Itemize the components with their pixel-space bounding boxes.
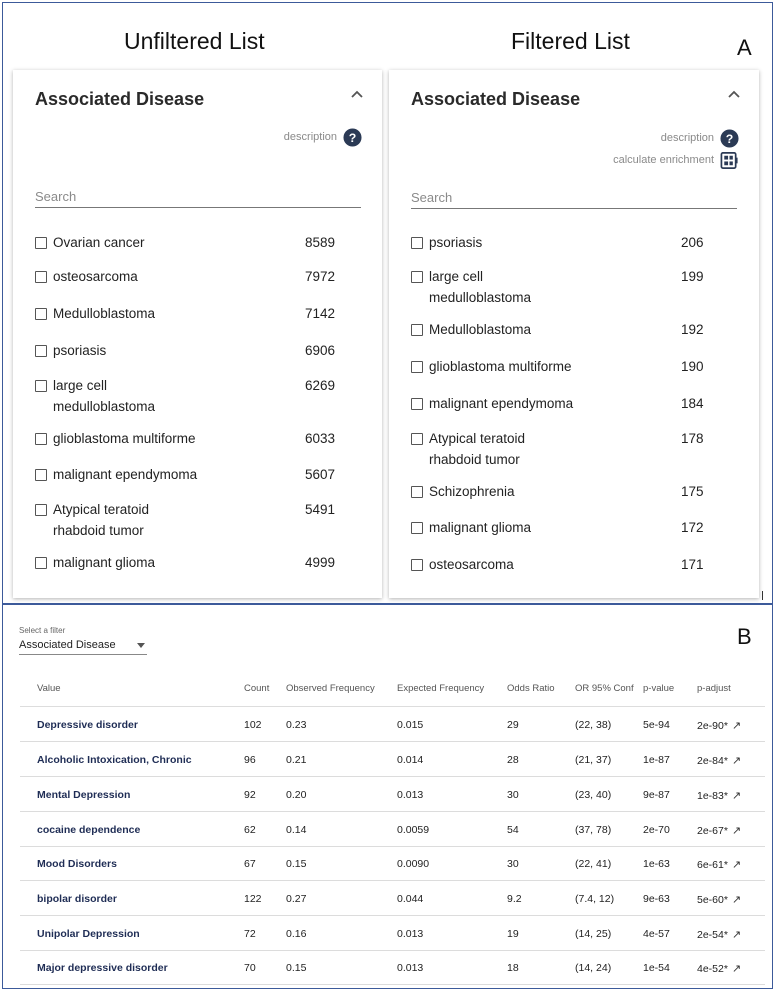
table-cell [697,789,741,802]
column-header[interactable]: Count [244,683,270,694]
external-link-icon[interactable]: ↗ [731,825,742,837]
cell-text: 0.21 [286,754,307,766]
table-cell [507,858,519,870]
checkbox[interactable] [35,271,47,283]
cell-text: 92 [244,789,256,801]
description-label: description [660,132,714,144]
list-item-label: Ovarian cancer [53,235,145,250]
list-item-count: 4999 [305,555,336,570]
external-link-icon[interactable]: ↗ [731,963,742,975]
checkbox[interactable] [411,522,423,534]
description-label: description [283,131,337,143]
cell-text: 122 [244,893,262,905]
cell-text: 0.15 [286,858,307,870]
list-item-label: malignant ependymoma [53,467,198,482]
cell-text: 0.013 [397,789,424,801]
list-item-label: large cell medulloblastoma [429,269,532,305]
table-cell [507,893,522,905]
cell-text: 72 [244,928,256,940]
table-cell [397,754,423,766]
checkbox[interactable] [35,557,47,569]
cell-text: (23, 40) [575,789,612,801]
table-cell [697,858,741,871]
cell-text: 1e-87 [643,754,670,766]
cell-text: 4e-52* [697,963,728,975]
checkbox[interactable] [35,469,47,481]
table-cell [507,824,519,836]
checkbox[interactable] [35,345,47,357]
cell-text: 0.15 [286,962,307,974]
cell-text: 62 [244,824,256,836]
enrichment-label: calculate enrichment [613,154,714,166]
table-cell [697,962,741,975]
table-cell [507,962,519,974]
filter-select-value: Associated Disease [19,639,116,651]
table-cell [643,928,670,940]
cell-text: 2e-90* [697,720,728,732]
search-input[interactable] [35,185,361,208]
help-icon[interactable] [720,129,739,148]
list-item-label: glioblastoma multiforme [53,431,196,446]
list-item-label: Medulloblastoma [53,306,156,321]
calculator-icon[interactable] [720,151,739,170]
list-item-label: Medulloblastoma [429,322,532,337]
table-cell [244,893,262,905]
list-item-label: malignant glioma [53,555,156,570]
disease-name[interactable] [37,858,117,870]
list-item-label: Atypical teratoid rhabdoid tumor [429,431,526,467]
card-title: Associated Disease [35,89,205,109]
cell-text: 0.16 [286,928,307,940]
list-item-label: malignant glioma [429,520,532,535]
card-title: Associated Disease [411,89,581,109]
cell-text: 0.0059 [397,824,430,836]
table-cell [286,928,306,940]
checkbox[interactable] [411,486,423,498]
list-item-count: 5607 [305,467,336,482]
cell-text: 0.044 [397,893,424,905]
external-link-icon[interactable]: ↗ [731,790,742,802]
checkbox[interactable] [411,237,423,249]
table-row[interactable] [20,777,765,812]
panel-b-label: B [737,624,752,649]
disease-name[interactable] [37,754,192,766]
list-item-label: psoriasis [53,343,107,358]
cell-text: 18 [507,962,519,974]
table-cell [244,858,256,870]
table-row[interactable] [20,707,765,742]
cell-text: 0.013 [397,962,424,974]
cell-text: Mental Depression [37,789,131,801]
cell-text: 0.0090 [397,858,430,870]
checkbox[interactable] [35,237,47,249]
cell-text: 96 [244,754,256,766]
column-header[interactable]: OR 95% Conf [575,683,634,694]
cell-text: 5e-94 [643,719,670,731]
external-link-icon[interactable]: ↗ [731,720,742,732]
disease-name[interactable] [37,928,140,940]
table-cell [575,789,611,801]
cell-text: 0.013 [397,928,424,940]
cell-text: (14, 24) [575,962,612,974]
cell-text: 29 [507,719,519,731]
cell-text: 2e-84* [697,755,728,767]
list-item-label: osteosarcoma [429,557,514,572]
table-cell [575,893,614,905]
disease-name[interactable] [37,893,117,905]
table-header [20,676,765,707]
list-item-label: Atypical teratoid rhabdoid tumor [53,502,150,538]
cell-text: 5e-60* [697,894,728,906]
table-cell [697,754,741,767]
list-item-label: Schizophrenia [429,484,515,499]
cell-text: 2e-70 [643,824,670,836]
help-icon[interactable] [343,128,362,147]
panel-a-label: A [737,35,752,60]
table-cell [697,719,741,732]
description-link[interactable] [661,127,739,149]
table-cell [507,928,519,940]
cell-text: 0.015 [397,719,424,731]
list-item-count: 178 [681,431,704,446]
cell-text: 0.14 [286,824,307,836]
cell-text: 2e-54* [697,929,728,941]
list-item-label: malignant ependymoma [429,396,574,411]
filtered-heading: Filtered List [511,28,630,54]
table-cell [575,754,611,766]
list-item-count: 175 [681,484,704,499]
table-cell [507,719,519,731]
cell-text: 0.014 [397,754,424,766]
cell-text: Major depressive disorder [37,962,168,974]
table-cell [575,719,611,731]
cell-text: 0.23 [286,719,307,731]
list-item-count: 172 [681,520,704,535]
search-input[interactable] [411,186,737,209]
list-item-count: 6906 [305,343,336,358]
list-item-count: 192 [681,322,704,337]
cell-text: 2e-67* [697,825,728,837]
table-cell [697,893,741,906]
calculate-enrichment-link[interactable] [613,149,739,171]
cell-text: Mood Disorders [37,858,117,870]
chevron-up-icon[interactable] [348,86,366,104]
cell-text: Alcoholic Intoxication, Chronic [37,754,192,766]
checkbox[interactable] [411,324,423,336]
table-cell [397,719,423,731]
checkbox[interactable] [35,433,47,445]
table-cell [643,858,670,870]
table-cell [643,824,670,836]
cell-text: 102 [244,719,262,731]
external-link-icon[interactable]: ↗ [731,894,742,906]
cell-text: (37, 78) [575,824,612,836]
cell-text: (7.4, 12) [575,893,615,905]
column-header[interactable]: Value [37,683,61,694]
table-cell [244,928,256,940]
svg-text:?: ? [725,131,734,146]
disease-name[interactable] [37,719,138,731]
checkbox[interactable] [411,361,423,373]
table-cell [575,962,611,974]
dropdown-arrow-icon [137,643,145,648]
table-cell [286,754,306,766]
list-item-count: 6269 [305,378,336,393]
divider-mark [762,591,763,600]
column-header[interactable]: Expected Frequency [397,683,485,694]
table-cell [507,754,519,766]
cell-text: (22, 41) [575,858,612,870]
table-cell [244,719,262,731]
table-cell [286,893,306,905]
table-cell [643,789,670,801]
list-item-label: large cell medulloblastoma [53,378,156,414]
table-cell [397,824,429,836]
cell-text: (21, 37) [575,754,612,766]
list-item-count: 190 [681,359,704,374]
checkbox[interactable] [35,380,47,392]
checkbox[interactable] [411,559,423,571]
cell-text: 9e-63 [643,893,670,905]
list-item-count: 184 [681,396,704,411]
cell-text: 9.2 [507,893,522,905]
table-cell [397,893,423,905]
list-item-label: psoriasis [429,235,483,250]
unfiltered-card [13,70,382,598]
table-row[interactable] [20,916,765,951]
table-cell [286,962,306,974]
external-link-icon[interactable]: ↗ [731,859,742,871]
cell-text: 1e-54 [643,962,670,974]
checkbox[interactable] [35,504,47,516]
cell-text: 67 [244,858,256,870]
cell-text: 6e-61* [697,859,728,871]
table-cell [697,928,741,941]
column-header[interactable]: Odds Ratio [507,683,555,694]
column-header[interactable]: Observed Frequency [286,683,375,694]
cell-text: 54 [507,824,519,836]
column-header[interactable]: p-adjust [697,683,731,694]
unfiltered-heading: Unfiltered List [124,28,265,54]
cell-text: 0.20 [286,789,307,801]
cell-text: 9e-87 [643,789,670,801]
list-item-count: 5491 [305,502,336,517]
cell-text: (14, 25) [575,928,612,940]
table-cell [397,962,423,974]
disease-name[interactable] [37,962,168,974]
list-item-count: 7972 [305,269,336,284]
table-cell [643,962,670,974]
table-row[interactable] [20,846,765,881]
checkbox[interactable] [411,433,423,445]
disease-name[interactable] [37,824,140,836]
table-cell [507,789,519,801]
external-link-icon[interactable]: ↗ [731,929,742,941]
list-item-count: 6033 [305,431,336,446]
table-row[interactable] [20,812,765,847]
cell-text: Unipolar Depression [37,928,140,940]
table-row[interactable] [20,881,765,916]
cell-text: Depressive disorder [37,719,138,731]
cell-text: 1e-83* [697,790,728,802]
table-cell [643,754,670,766]
cell-text: 28 [507,754,519,766]
checkbox[interactable] [411,398,423,410]
table-cell [397,789,423,801]
table-cell [643,719,670,731]
cell-text: 19 [507,928,519,940]
checkbox[interactable] [35,308,47,320]
cell-text: cocaine dependence [37,824,141,836]
table-cell [244,962,256,974]
list-item-count: 199 [681,269,704,284]
cell-text: 30 [507,789,519,801]
description-link[interactable] [284,126,362,148]
disease-name[interactable] [37,789,130,801]
cell-text: 30 [507,858,519,870]
table-cell [575,928,611,940]
table-cell [244,824,256,836]
list-item-count: 171 [681,557,704,572]
filter-select[interactable] [19,637,147,655]
cell-text: 1e-63 [643,858,670,870]
list-item-count: 8589 [305,235,336,250]
list-item-count: 206 [681,235,704,250]
cell-text: 4e-57 [643,928,670,940]
checkbox[interactable] [411,271,423,283]
table-cell [397,858,429,870]
svg-text:?: ? [348,130,357,145]
table-cell [286,789,306,801]
list-item-count: 7142 [305,306,336,321]
table-cell [697,824,741,837]
cell-text: 0.27 [286,893,307,905]
table-cell [244,754,256,766]
table-cell [575,824,611,836]
table-row[interactable] [20,950,765,985]
chevron-up-icon[interactable] [725,86,743,104]
list-item-label: glioblastoma multiforme [429,359,572,374]
column-header[interactable]: p-value [643,683,675,694]
filter-label: Select a filter [19,626,66,635]
table-cell [286,719,306,731]
filtered-card [389,70,759,598]
table-cell [286,824,306,836]
table-row[interactable] [20,742,765,777]
external-link-icon[interactable]: ↗ [731,755,742,767]
table-cell [244,789,256,801]
cell-text: 70 [244,962,256,974]
table-cell [286,858,306,870]
table-cell [643,893,670,905]
table-cell [397,928,423,940]
list-item-label: osteosarcoma [53,269,138,284]
cell-text: bipolar disorder [37,893,117,905]
cell-text: (22, 38) [575,719,612,731]
table-cell [575,858,611,870]
